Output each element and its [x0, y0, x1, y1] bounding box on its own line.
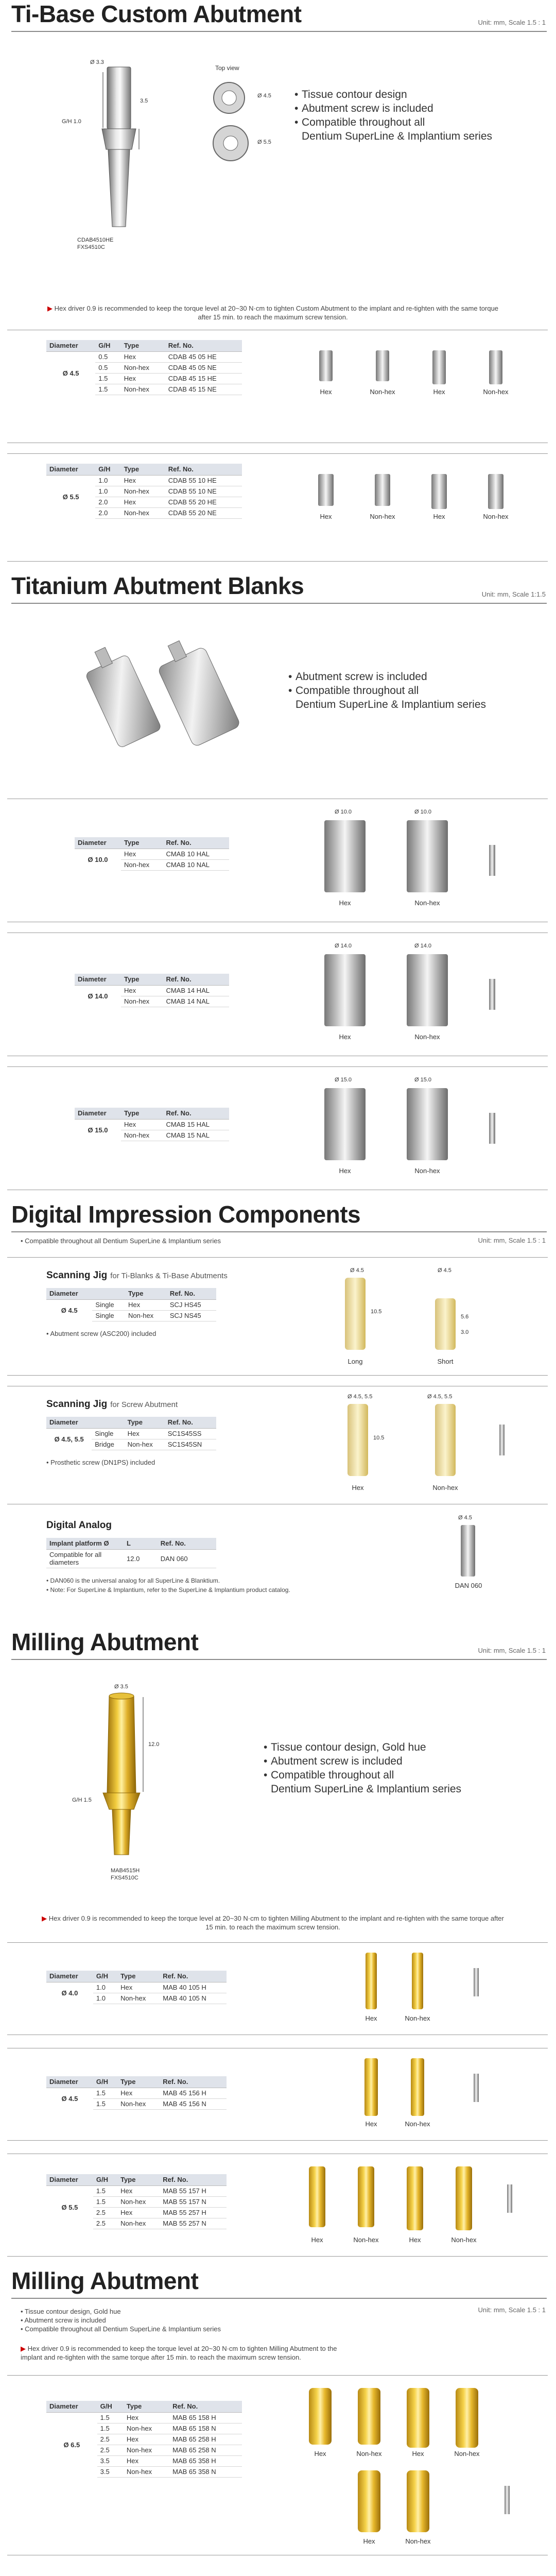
- section-rule: [11, 1659, 547, 1660]
- caption: Non-hex: [483, 388, 509, 396]
- caption: Non-hex: [405, 2014, 430, 2022]
- dim-height-label: 12.0: [148, 1741, 160, 1748]
- abutment-nonhex-image: [488, 474, 503, 509]
- milling-hex-image: [407, 2166, 423, 2230]
- dim-label: 3.0: [461, 1329, 469, 1335]
- screw-image: [505, 2486, 510, 2514]
- abutment-hex-image: [318, 474, 334, 506]
- blank-hex-image: [324, 954, 366, 1026]
- caption: Short: [437, 1358, 454, 1365]
- dim-label: 10.5: [373, 1435, 385, 1441]
- product-row-milling-55: [299, 2159, 525, 2251]
- product-row-blank-140: [319, 943, 505, 1051]
- spec-table-45: Diameter G/H Type Ref. No. Ø 4.5 0.5 Hex CDAB 45 05 HE 0.5 Non-hex CDAB 45 05 NE 1.5 Hex CDAB 45 15 HE 1.5 Non-hex CDAB 45 15 NE: [46, 340, 242, 395]
- milling-nonhex-image: [411, 2058, 424, 2116]
- caption: Hex: [409, 2236, 421, 2244]
- screw-image: [489, 1113, 495, 1144]
- spec-table-milling-40: Diameter G/H Type Ref. No. Ø 4.0 1.0 Hex MAB 40 105 H 1.0 Non-hex MAB 40 105 N: [46, 1971, 227, 2004]
- screw-model-number: FXS4510C: [111, 1875, 138, 1881]
- caption: Hex: [433, 513, 445, 520]
- caption: Hex: [339, 1033, 351, 1041]
- dim-diameter-label: Ø 3.3: [90, 59, 104, 65]
- milling-hex-image: [309, 2166, 325, 2227]
- caption: Non-hex: [414, 899, 440, 907]
- spec-table-55: Diameter G/H Type Ref. No. Ø 5.5 1.0 Hex CDAB 55 10 HE 1.0 Non-hex CDAB 55 10 NE 2.0 Hex CDAB 55 20 HE 2.0 Non-hex CDAB 55 20 NE: [46, 464, 242, 519]
- torque-note: ▶ Hex driver 0.9 is recommended to keep the torque level at 20~30 N·cm to tighten Milling Abutment to the implant and re-tighten with the same torque after 15 min. to reach the maximum screw tension.: [42, 1914, 504, 1931]
- dim-diameter-label: Ø 3.5: [114, 1684, 128, 1690]
- caption: Non-hex: [370, 388, 395, 396]
- feature-notes: [21, 2307, 221, 2333]
- unit-scale-label: Unit: mm, Scale 1.5 : 1: [478, 1647, 546, 1654]
- torque-note: ▶ Hex driver 0.9 is recommended to keep the torque level at 20~30 N·cm to tighten Milling Abutment to the implant and re-tighten with the same torque after 15 min. to reach the maximum screw tension.: [21, 2345, 337, 2361]
- gh-label: G/H 1.0: [62, 118, 81, 125]
- spec-table-150: Diameter Type Ref. No. Ø 15.0 Hex CMAB 15 HAL Non-hex CMAB 15 NAL: [75, 1108, 229, 1141]
- product-row-milling-40: [355, 1947, 510, 2030]
- spec-table-140: Diameter Type Ref. No. Ø 14.0 Hex CMAB 14 HAL Non-hex CMAB 14 NAL: [75, 974, 229, 1007]
- product-row-milling-45: [355, 2053, 510, 2136]
- abutment-hex-image: [432, 350, 446, 384]
- top-view-diameter-a: Ø 4.5: [257, 93, 271, 99]
- scanning-jig-title: Scanning Jig for Ti-Blanks & Ti-Base Abutments: [46, 1270, 228, 1281]
- dim-label: Ø 4.5: [458, 1515, 472, 1521]
- feature-item: • Tissue contour design, Gold hue: [264, 1741, 426, 1753]
- dim-height-label: 3.5: [140, 98, 148, 104]
- milling-nonhex-image: [358, 2166, 374, 2227]
- analog-product: [448, 1515, 489, 1592]
- feature-item: • Compatible throughout all: [288, 685, 419, 697]
- top-view-ring-large: [211, 124, 250, 165]
- screw-image: [507, 2184, 512, 2213]
- unit-scale-label: Unit: mm, Scale 1.5 : 1: [478, 1236, 546, 1244]
- milling-hex-image: [366, 1953, 377, 2009]
- dim-label: 10.5: [371, 1309, 382, 1315]
- dim-label: Ø 4.5: [350, 1267, 364, 1274]
- dim-label: Ø 14.0: [414, 943, 432, 949]
- dim-label: Ø 15.0: [414, 1077, 432, 1083]
- spec-table-milling-55: Diameter G/H Type Ref. No. Ø 5.5 1.5 Hex MAB 55 157 H 1.5 Non-hex MAB 55 157 N 2.5 Hex MAB 55 257 H 2.5 Non-hex MAB 55 257 N: [46, 2174, 227, 2229]
- product-row-55: [309, 466, 535, 523]
- feature-item: • Tissue contour design, Gold hue: [21, 2308, 121, 2315]
- caption: Hex: [433, 388, 445, 396]
- product-row-blank-150: [319, 1077, 505, 1185]
- caption: Non-hex: [454, 2450, 480, 2458]
- caption: Non-hex: [432, 1484, 458, 1492]
- dim-label: Ø 4.5, 5.5: [348, 1394, 373, 1400]
- milling-hex-image: [407, 2388, 429, 2448]
- unit-scale-label: Unit: mm, Scale 1.5 : 1: [478, 2306, 546, 2314]
- scan-jig-hex-image: [348, 1404, 368, 1476]
- screw-image: [499, 1425, 505, 1455]
- jig2-products: [335, 1394, 515, 1499]
- scan-jig-short-image: [435, 1298, 456, 1350]
- spec-table-milling-65: Diameter G/H Type Ref. No. Ø 6.5 1.5 Hex MAB 65 158 H 1.5 Non-hex MAB 65 158 N 2.5 Hex MAB 65 258 H 2.5 Non-hex MAB 65 258 N 3.5 Hex MAB 65 358 H 3.5 Non-hex MAB 65 358 N: [46, 2401, 242, 2478]
- section-rule: [11, 603, 547, 604]
- feature-item: • Compatible throughout all: [294, 116, 425, 128]
- spec-table-jig2: Diameter Type Ref. No. Ø 4.5, 5.5 Single Hex SC1S45SS Bridge Non-hex SC1S45SN: [46, 1417, 216, 1450]
- caption: Hex: [339, 899, 351, 907]
- caption: Non-hex: [353, 2236, 379, 2244]
- caption: Hex: [352, 1484, 364, 1492]
- milling-nonhex-image: [412, 1953, 423, 2009]
- screw-model-number: FXS4510C: [77, 244, 105, 250]
- caption: Non-hex: [405, 2120, 430, 2128]
- feature-item: Dentium SuperLine & Implantium series: [271, 1783, 462, 1795]
- spec-table-100: Diameter Type Ref. No. Ø 10.0 Hex CMAB 10 HAL Non-hex CMAB 10 NAL: [75, 837, 229, 871]
- gh-label: G/H 1.5: [72, 1797, 92, 1803]
- dim-label: 5.6: [461, 1314, 469, 1320]
- model-number: CDAB4510HE: [77, 237, 114, 243]
- caption: Hex: [412, 2450, 424, 2458]
- milling-nonhex-image: [407, 2470, 429, 2532]
- compat-note: • Compatible throughout all Dentium SuperLine & Implantium series: [21, 1237, 221, 1245]
- feature-list: [288, 670, 486, 711]
- product-grid-milling-65: [299, 2383, 525, 2553]
- scan-jig-long-image: [345, 1278, 366, 1350]
- milling-hex-image: [358, 2470, 380, 2532]
- analog-note-1: • DAN060 is the universal analog for all SuperLine & Blanktium.: [46, 1577, 220, 1584]
- unit-scale-label: Unit: mm, Scale 1:1.5: [481, 590, 546, 598]
- screw-image: [489, 979, 495, 1010]
- section-title-milling: Milling Abutment: [11, 1629, 199, 1655]
- feature-item: • Abutment screw is included: [21, 2316, 106, 2324]
- caption: Non-hex: [483, 513, 509, 520]
- caption: Hex: [365, 2014, 377, 2022]
- feature-item: Dentium SuperLine & Implantium series: [302, 130, 493, 142]
- screw-image: [474, 2074, 479, 2102]
- abutment-nonhex-image: [376, 350, 389, 381]
- top-view-label: Top view: [215, 64, 239, 72]
- section-rule: [11, 1231, 547, 1232]
- blank-nonhex-image: [407, 1088, 448, 1160]
- analog-note-2: • Note: For SuperLine & Implantium, refer to the SuperLine & Implantium product catalog.: [46, 1586, 290, 1594]
- caption: Hex: [363, 2537, 375, 2545]
- section-rule: [11, 31, 547, 32]
- abutment-nonhex-image: [375, 474, 390, 506]
- dim-label: Ø 15.0: [335, 1077, 352, 1083]
- blanks-illustration: [77, 634, 252, 752]
- caption: DAN 060: [455, 1582, 482, 1589]
- caption: Hex: [320, 388, 332, 396]
- jig1-products: [335, 1267, 515, 1370]
- caption: Non-hex: [451, 2236, 477, 2244]
- milling-nonhex-image: [456, 2166, 472, 2230]
- section-title-blanks: Titanium Abutment Blanks: [11, 572, 304, 599]
- jig2-note: • Prosthetic screw (DN1PS) included: [46, 1459, 155, 1466]
- caption: Non-hex: [414, 1033, 440, 1041]
- section-title-milling-wide: Milling Abutment: [11, 2267, 199, 2294]
- caption: Hex: [314, 2450, 326, 2458]
- feature-item: • Abutment screw is included: [264, 1755, 403, 1767]
- digital-analog-title: Digital Analog: [46, 1520, 112, 1531]
- top-view-diameter-b: Ø 5.5: [257, 139, 271, 145]
- milling-nonhex-image: [456, 2388, 478, 2448]
- feature-list: [264, 1740, 461, 1796]
- abutment-hex-image: [431, 474, 447, 509]
- feature-item: Dentium SuperLine & Implantium series: [296, 699, 486, 710]
- caption: Long: [348, 1358, 363, 1365]
- scan-jig-nonhex-image: [435, 1404, 456, 1476]
- caption: Non-hex: [370, 513, 395, 520]
- dim-label: Ø 4.5: [438, 1267, 451, 1274]
- torque-note: ▶ Hex driver 0.9 is recommended to keep the torque level at 20~30 N·cm to tighten Custom Abutment to the implant and re-tighten with the same torque after 15 min. to reach the maximum screw tension.: [47, 304, 499, 321]
- dim-label: Ø 10.0: [414, 809, 432, 815]
- product-row-blank-100: [319, 809, 505, 917]
- jig1-note: • Abutment screw (ASC200) included: [46, 1330, 157, 1337]
- milling-hex-image: [309, 2388, 332, 2445]
- dim-label: Ø 14.0: [335, 943, 352, 949]
- blank-nonhex-image: [407, 820, 448, 892]
- digital-analog-image: [461, 1525, 475, 1577]
- blank-nonhex-image: [407, 954, 448, 1026]
- spec-table-analog: Implant platform Ø L Ref. No. Compatible for all diameters 12.0 DAN 060: [46, 1538, 216, 1568]
- caption: Non-hex: [414, 1167, 440, 1175]
- milling-nonhex-image: [358, 2388, 380, 2445]
- product-row-45: [309, 343, 535, 399]
- milling-hex-image: [364, 2058, 378, 2116]
- screw-image: [489, 845, 495, 876]
- blank-hex-image: [324, 820, 366, 892]
- dim-label: Ø 10.0: [335, 809, 352, 815]
- caption: Hex: [339, 1167, 351, 1175]
- feature-item: • Tissue contour design: [294, 89, 407, 100]
- feature-item: • Compatible throughout all Dentium SuperLine & Implantium series: [21, 2325, 221, 2333]
- feature-item: • Compatible throughout all: [264, 1769, 394, 1781]
- caption: Non-hex: [356, 2450, 382, 2458]
- feature-item: • Abutment screw is included: [288, 671, 427, 683]
- section-title-tibase: Ti-Base Custom Abutment: [11, 1, 302, 27]
- model-number: MAB4515H: [111, 1868, 140, 1874]
- abutment-hex-image: [319, 350, 333, 381]
- top-view-ring-small: [211, 80, 247, 118]
- caption: Hex: [311, 2236, 323, 2244]
- section-title-digital: Digital Impression Components: [11, 1201, 361, 1228]
- abutment-nonhex-image: [489, 350, 502, 384]
- tibase-abutment-illustration: [72, 62, 170, 232]
- unit-scale-label: Unit: mm, Scale 1.5 : 1: [478, 19, 546, 26]
- section-rule: [11, 2298, 547, 2299]
- feature-item: • Abutment screw is included: [294, 103, 433, 114]
- scanning-jig-title: Scanning Jig for Screw Abutment: [46, 1399, 178, 1410]
- caption: Hex: [365, 2120, 377, 2128]
- caption: Non-hex: [405, 2537, 431, 2545]
- caption: Hex: [320, 513, 332, 520]
- milling-abutment-illustration: [82, 1690, 165, 1865]
- spec-table-milling-45: Diameter G/H Type Ref. No. Ø 4.5 1.5 Hex MAB 45 156 H 1.5 Non-hex MAB 45 156 N: [46, 2076, 227, 2110]
- feature-list: [294, 88, 492, 143]
- blank-hex-image: [324, 1088, 366, 1160]
- screw-image: [474, 1968, 479, 1996]
- spec-table-jig1: Diameter Type Ref. No. Ø 4.5 Single Hex SCJ HS45 Single Non-hex SCJ NS45: [46, 1288, 216, 1321]
- dim-label: Ø 4.5, 5.5: [427, 1394, 453, 1400]
